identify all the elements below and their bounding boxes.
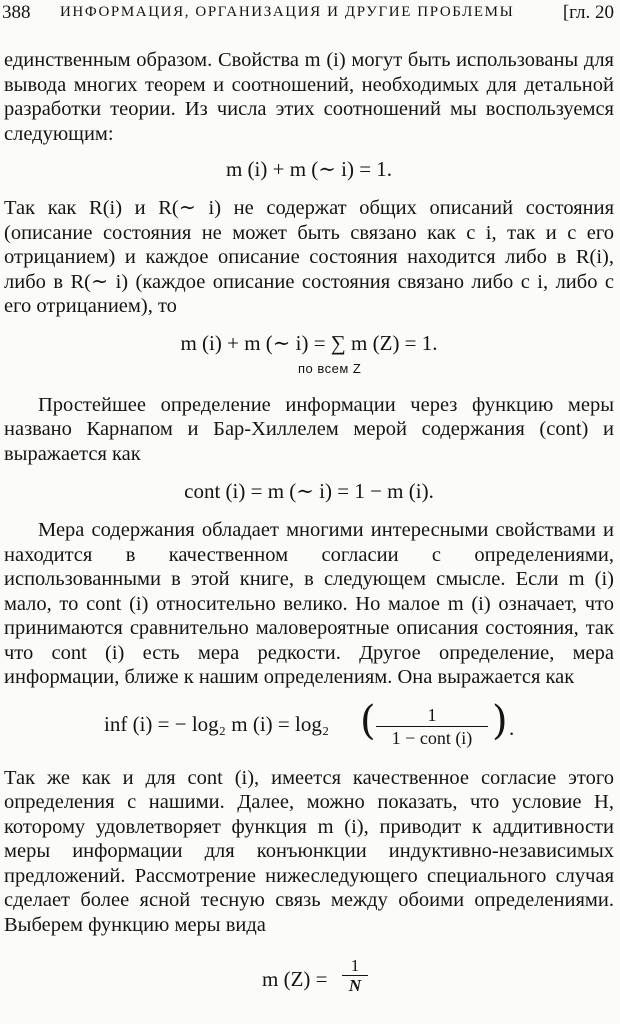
fraction-denominator: 1 − cont (i) (391, 727, 473, 748)
paragraph-2: Так как R(i) и R(∼ i) не содержат общих описаний состояния (описание состояния не может быть связано как с i, так и с его отрицанием) и каждое описание состояния находится либо в R(i), либо в R(∼ i) (каждое описание состояния связано либо с i, либо с его отрицанием), то (4, 197, 614, 317)
formula-inf-fraction (376, 704, 488, 749)
formula-inf (4, 697, 614, 748)
formula-inf-left: inf (i) = − log₂ m (i) = log₂ (104, 711, 330, 736)
right-paren: ) (492, 697, 508, 744)
paragraph-3: Простейшее определение информации через функцию меры названо Карнапом и Бар-Хиллелем мерой содержания (cont) и выражается как (4, 393, 614, 465)
chapter-label: [гл. 20 (562, 2, 614, 23)
fraction-denominator: N (348, 976, 362, 995)
fraction-numerator: 1 (376, 704, 488, 727)
formula-sum-subscript: по всем Z (298, 360, 362, 376)
formula-cont: cont (i) = m (∼ i) = 1 − m (i). (184, 479, 434, 503)
formula-mz (4, 957, 614, 1001)
left-paren: ( (360, 697, 376, 744)
running-header (2, 2, 618, 28)
paragraph-5: Так же как и для cont (i), имеется качественное согласие этого определения с нашими. Далее, можно показать, что условие H, которому удовлетворяет функция m (i), приводит к аддитивности меры информации для конъюнкции индуктивно-независимых предложений. Рассмотрение нижеследующего специального случая сделает более ясной тесную связь между обоими определениями. Выберем функцию меры вида (4, 766, 614, 936)
page-number: 388 (2, 2, 31, 23)
formula-mz-fraction (342, 957, 368, 996)
formula-mz-left: m (Z) = (262, 967, 328, 991)
page-body (4, 48, 614, 1001)
formula-inf-period: . (509, 715, 515, 740)
running-title: ИНФОРМАЦИЯ, ОРГАНИЗАЦИЯ И ДРУГИЕ ПРОБЛЕМЫ (60, 4, 515, 20)
fraction-numerator: 1 (342, 957, 368, 976)
paragraph-4: Мера содержания обладает многими интересными свойствами и находится в качественном согласии с определениями, использованными в этой книге, в следующем смысле. Если m (i) мало, то cont (i) относительно велико. Но малое m (i) означает, что принимаются сравнительно маловероятные описания состояния, так что cont (i) есть мера редкости. Другое определение, мера информации, ближе к нашим определениям. Она выражается как (4, 519, 614, 688)
formula-sum (4, 331, 614, 379)
formula-sum-main: m (i) + m (∼ i) = ∑ m (Z) = 1. (180, 330, 438, 355)
formula-1: m (i) + m (∼ i) = 1. (225, 157, 393, 181)
paragraph-1: единственным образом. Свойства m (i) могут быть использованы для вывода многих теорем и соотношений, необходимых для детальной разработки теории. Из числа этих соотношений мы воспользуемся следующим: (4, 49, 614, 145)
